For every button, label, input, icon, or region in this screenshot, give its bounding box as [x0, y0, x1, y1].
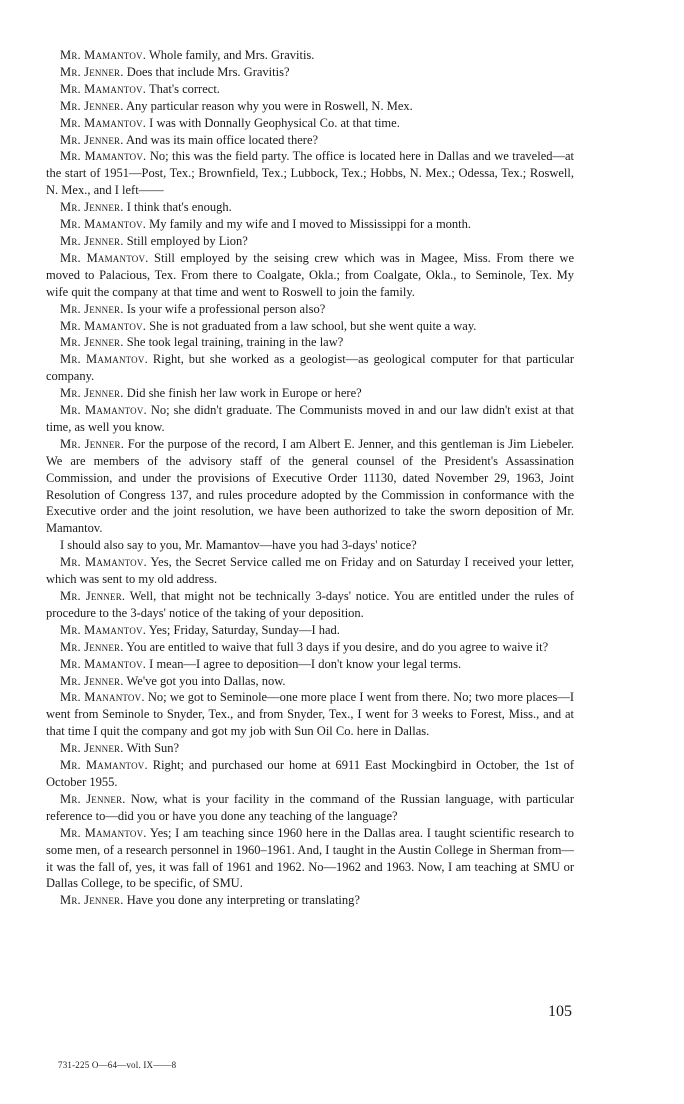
transcript-paragraph [46, 673, 574, 690]
transcript-paragraph [46, 132, 574, 149]
paragraph-text: I was with Donnally Geophysical Co. at that time. [149, 115, 400, 130]
speaker-label: Mr. Mamantov. [60, 48, 147, 62]
paragraph-text: You are entitled to waive that full 3 days if you desire, and do you agree to waive it? [126, 639, 549, 654]
speaker-label: Mr. Mamantov. [60, 115, 147, 130]
transcript-paragraph [46, 825, 574, 893]
paragraph-text: No; she didn't graduate. The Communists moved in and our law didn't exist at that time, as well you know. [46, 403, 574, 434]
transcript-paragraph [46, 554, 574, 588]
transcript-paragraph [46, 689, 574, 740]
transcript-paragraph [46, 233, 574, 250]
paragraph-text: Any particular reason why you were in Roswell, N. Mex. [126, 98, 413, 113]
paragraph-text: No; we got to Seminole—one more place I went from there. No; two more places—I went from Seminole to Snyder, Tex., and from Snyder, Tex., I went for 3 weeks to Forest, Miss., and at that time I quit the company and got my job with Sun Oil Co. here in Dallas. [46, 690, 575, 739]
speaker-label: Mr. Mamantov. [60, 250, 149, 265]
speaker-label: Mr. Jenner. [60, 436, 125, 451]
paragraph-text: With Sun? [126, 741, 180, 756]
paragraph-text: Now, what is your facility in the command of the Russian language, with particular reference to—did you or have you done any teaching of the language? [46, 791, 575, 823]
transcript-paragraph [46, 334, 574, 351]
speaker-label: Mr. Jenner. [60, 741, 124, 756]
paragraph-text: Did she finish her law work in Europe or here? [126, 386, 362, 401]
speaker-label: Mr. Jenner. [60, 386, 124, 401]
speaker-label: Mr. Jenner. [60, 301, 124, 316]
paragraph-text: Well, that might not be technically 3-days' notice. You are entitled under the rules of procedure to the 3-days' notice of the taking of your deposition. [46, 589, 574, 620]
transcript-paragraph [46, 250, 574, 301]
speaker-label: Mr. Mamantov. [60, 149, 147, 164]
paragraph-text: That's correct. [148, 81, 220, 96]
speaker-label: Mr. Manantov. [60, 690, 145, 705]
transcript-paragraph [46, 318, 574, 335]
paragraph-text: Whole family, and Mrs. Gravitis. [148, 48, 315, 62]
transcript-paragraph [46, 98, 574, 115]
transcript-paragraph [46, 622, 574, 639]
paragraph-text: We've got you into Dallas, now. [126, 673, 286, 688]
speaker-label: Mr. Jenner. [60, 98, 124, 113]
transcript-paragraph [46, 385, 574, 402]
paragraph-text: And was its main office located there? [126, 132, 319, 147]
speaker-label: Mr. Mamantov. [60, 656, 147, 671]
speaker-label: Mr. Jenner. [60, 132, 124, 147]
transcript-paragraph [46, 301, 574, 318]
page-number: 105 [548, 1003, 572, 1020]
transcript-paragraph [46, 148, 574, 199]
speaker-label: Mr. Jenner. [60, 791, 126, 806]
speaker-label: Mr. Mamantov. [60, 352, 148, 367]
transcript-paragraph [46, 402, 574, 436]
paragraph-text: Yes; Friday, Saturday, Sunday—I had. [148, 622, 340, 637]
speaker-label: Mr. Jenner. [60, 673, 124, 688]
speaker-label: Mr. Jenner. [60, 589, 126, 603]
transcript-paragraph [46, 740, 574, 757]
transcript-paragraph [46, 791, 574, 825]
speaker-label: Mr. Jenner. [60, 335, 124, 350]
transcript-paragraph [46, 656, 574, 673]
paragraph-text: Still employed by Lion? [126, 233, 248, 248]
paragraph-text: I mean—I agree to deposition—I don't know your legal terms. [149, 656, 462, 671]
speaker-label: Mr. Mamantov. [60, 555, 147, 570]
paragraph-text: Still employed by the seising crew which was in Magee, Miss. From there we moved to Palacious, Tex. From there to Coalgate, Okla.; from Coalgate, Okla., to Seminole, Tex. My wife quit the company at that time and went to Roswell to join the family. [46, 250, 574, 299]
transcript-paragraph [46, 537, 574, 554]
print-code: 731-225 O—64—vol. IX——8 [58, 1060, 177, 1070]
paragraph-text: She is not graduated from a law school, but she went quite a way. [149, 318, 477, 333]
transcript-paragraph [46, 115, 574, 132]
transcript-paragraph [46, 81, 574, 98]
transcript-paragraph [46, 588, 574, 622]
paragraph-text: No; this was the field party. The office is located here in Dallas and we traveled—at the start of 1951—Post, Tex.; Brownfield, Tex.; Lubbock, Tex.; Hobbs, N. Mex.; Odessa, Tex.; Roswell, N. Mex., and I left—— [46, 149, 575, 198]
transcript-paragraph [46, 892, 574, 909]
transcript-paragraph [46, 757, 574, 791]
speaker-label: Mr. Mamantov. [60, 622, 147, 637]
speaker-label: Mr. Mamantov. [60, 81, 147, 96]
speaker-label: Mr. Jenner. [60, 639, 124, 654]
speaker-label: Mr. Mamantov. [60, 318, 147, 333]
transcript-paragraph [46, 47, 574, 64]
speaker-label: Mr. Mamantov. [60, 403, 147, 418]
speaker-label: Mr. Jenner. [60, 233, 124, 248]
paragraph-text: For the purpose of the record, I am Albert E. Jenner, and this gentleman is Jim Liebeler. We are members of the advisory staff of the general counsel of the President's Assassination Commission, and under the provisions of Executive Order 11130, dated November 29, 1963, Joint Resolution of Congress 137, and rules procedure adopted by the Commission in conformance with the Executive order and the joint resolution, we have been authorized to take the sworn deposition of Mr. Mamantov. [46, 436, 574, 536]
paragraph-text: I think that's enough. [126, 200, 232, 215]
transcript-paragraph [46, 64, 574, 81]
transcript-paragraph [46, 436, 574, 537]
transcript-paragraph [46, 199, 574, 216]
paragraph-text: Yes; I am teaching since 1960 here in the Dallas area. I taught scientific research to some men, of a research personnel in 1960–1961. And, I taught in the Austin College in Sherman from—it was the fall of, yes, it was fall of 1961 and 1962. No—1962 and 1963. Now, I am teaching at SMU or Dallas College, to be specific, of SMU. [46, 825, 574, 891]
speaker-label: Mr. Jenner. [60, 200, 124, 215]
speaker-label: Mr. Mamantov. [60, 217, 147, 232]
paragraph-text: Is your wife a professional person also? [126, 301, 326, 316]
speaker-label: Mr. Mamantov. [60, 825, 147, 840]
transcript-paragraph [46, 216, 574, 233]
paragraph-text: She took legal training, training in the law? [126, 335, 344, 350]
paragraph-text: Yes, the Secret Service called me on Friday and on Saturday I received your letter, which was sent to my old address. [46, 555, 574, 587]
paragraph-text: Have you done any interpreting or translating? [126, 893, 360, 908]
paragraph-text: Right, but she worked as a geologist—as geological computer for that particular company. [46, 352, 574, 384]
paragraph-text: Does that include Mrs. Gravitis? [126, 64, 290, 79]
paragraph-text: My family and my wife and I moved to Mississippi for a month. [149, 217, 472, 232]
transcript-paragraph [46, 639, 574, 656]
speaker-label: Mr. Jenner. [60, 893, 124, 908]
paragraph-text: Right; and purchased our home at 6911 East Mockingbird in October, the 1st of October 1955. [46, 758, 575, 789]
transcript-paragraph [46, 351, 574, 385]
speaker-label: Mr. Jenner. [60, 64, 124, 79]
paragraph-text: I should also say to you, Mr. Mamantov—have you had 3-days' notice? [60, 538, 417, 553]
speaker-label: Mr. Mamantov. [60, 758, 148, 773]
transcript-body [46, 47, 574, 909]
